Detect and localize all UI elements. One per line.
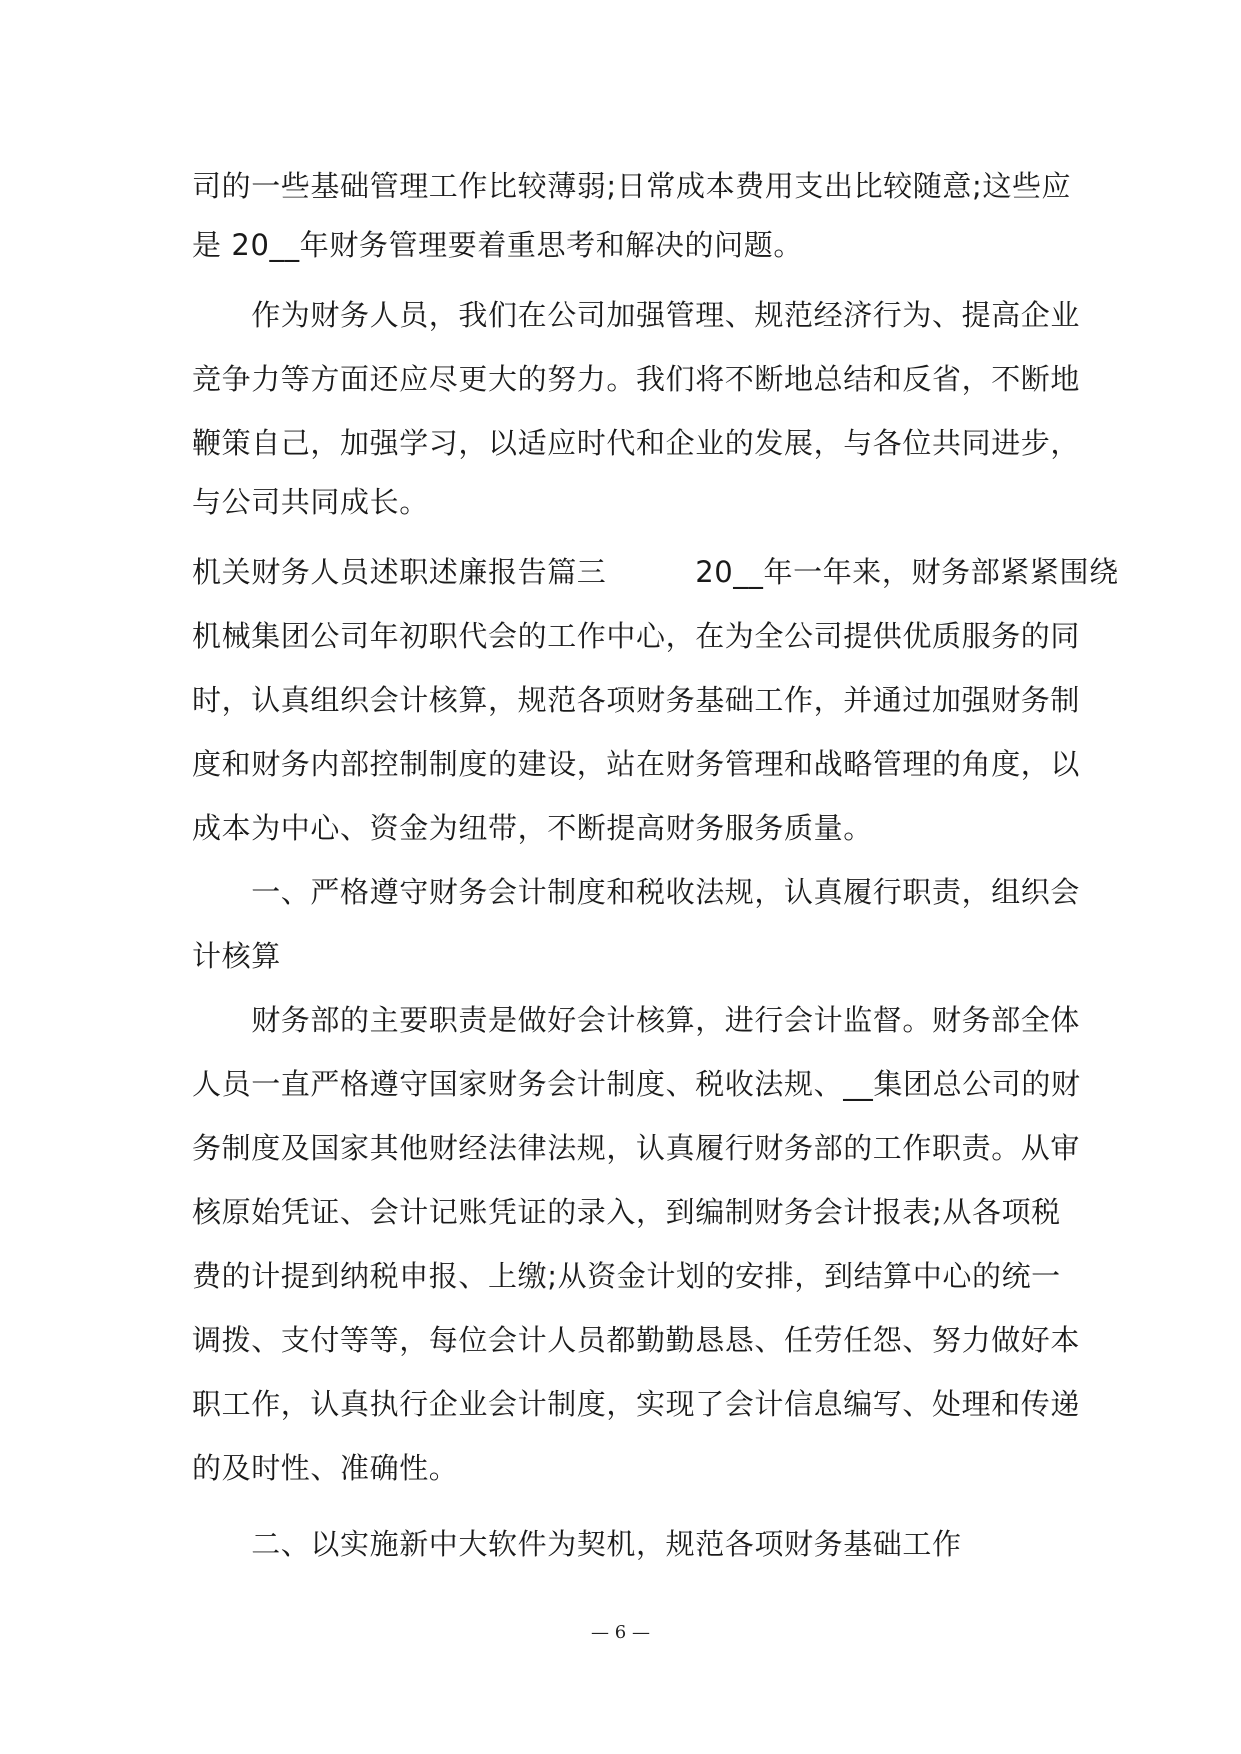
text-line: 核原始凭证、会计记账凭证的录入，到编制财务会计报表;从各项税 <box>192 1195 1061 1229</box>
text-line: 成本为中心、资金为纽带，不断提高财务服务质量。 <box>192 811 873 845</box>
text-line: 计核算 <box>192 939 281 973</box>
text-line: 务制度及国家其他财经法律法规，认真履行财务部的工作职责。从审 <box>192 1131 1081 1165</box>
text-line: 时，认真组织会计核算，规范各项财务基础工作，并通过加强财务制 <box>192 683 1081 717</box>
text-line: 二、以实施新中大软件为契机，规范各项财务基础工作 <box>192 1527 962 1561</box>
text-line: 度和财务内部控制制度的建设，站在财务管理和战略管理的角度，以 <box>192 747 1081 781</box>
text-line: 作为财务人员，我们在公司加强管理、规范经济行为、提高企业 <box>192 298 1081 332</box>
text-line: 竞争力等方面还应尽更大的努力。我们将不断地总结和反省，不断地 <box>192 362 1081 396</box>
text-line: 机械集团公司年初职代会的工作中心，在为全公司提供优质服务的同 <box>192 619 1081 653</box>
page-number: — 6 — <box>591 1622 650 1643</box>
text-line: 职工作，认真执行企业会计制度，实现了会计信息编写、处理和传递 <box>192 1387 1081 1421</box>
text-line: 调拨、支付等等，每位会计人员都勤勤恳恳、任劳任怨、努力做好本 <box>192 1323 1081 1357</box>
text-line: 与公司共同成长。 <box>192 485 429 519</box>
text-line: 鞭策自己，加强学习，以适应时代和企业的发展，与各位共同进步， <box>192 426 1081 460</box>
text-line: 人员一直严格遵守国家财务会计制度、税收法规、__集团总公司的财 <box>192 1067 1081 1101</box>
text-line: 是 20__年财务管理要着重思考和解决的问题。 <box>192 228 803 262</box>
text-line: 财务部的主要职责是做好会计核算，进行会计监督。财务部全体 <box>192 1003 1081 1037</box>
text-line: 费的计提到纳税申报、上缴;从资金计划的安排，到结算中心的统一 <box>192 1259 1061 1293</box>
text-line: 机关财务人员述职述廉报告篇三 20__年一年来，财务部紧紧围绕 <box>192 555 1119 589</box>
text-line: 司的一些基础管理工作比较薄弱;日常成本费用支出比较随意;这些应 <box>192 169 1072 203</box>
text-line: 一、严格遵守财务会计制度和税收法规，认真履行职责，组织会 <box>192 875 1081 909</box>
text-line: 的及时性、准确性。 <box>192 1451 459 1485</box>
